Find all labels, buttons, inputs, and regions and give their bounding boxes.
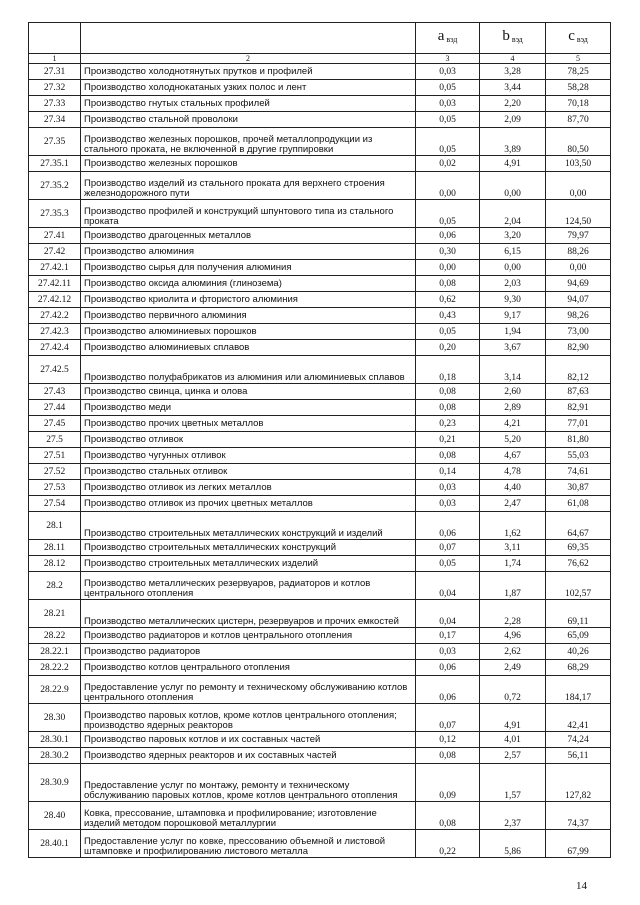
table-row: [29, 676, 611, 704]
value-c-cell: 70,18: [546, 96, 611, 112]
value-c-cell: 78,25: [546, 64, 611, 80]
value-c-cell: 87,63: [546, 384, 611, 400]
value-c-cell: 74,61: [546, 464, 611, 480]
column-number: 2: [81, 54, 416, 64]
code-cell: 27.42.5: [29, 356, 81, 384]
value-c-cell: 80,50: [546, 128, 611, 156]
name-cell: Производство радиаторов и котлов центрального отопления: [81, 628, 416, 644]
code-cell: 27.33: [29, 96, 81, 112]
value-b-cell: 2,57: [480, 748, 546, 764]
table-row: [29, 292, 611, 308]
name-cell: Предоставление услуг по ковке, прессованию объемной и листовой штамповке и профилированию листового металла: [81, 830, 416, 858]
table-row: [29, 200, 611, 228]
value-b-cell: 2,89: [480, 400, 546, 416]
table-row: [29, 432, 611, 448]
value-a-cell: 0,00: [416, 260, 480, 276]
value-b-cell: 2,62: [480, 644, 546, 660]
name-cell: Производство металлических резервуаров, радиаторов и котлов центрального отопления: [81, 572, 416, 600]
code-cell: 28.40.1: [29, 830, 81, 858]
table-row: [29, 156, 611, 172]
header-row: [29, 23, 611, 54]
value-b-cell: 4,91: [480, 156, 546, 172]
name-cell: Производство прочих цветных металлов: [81, 416, 416, 432]
value-c-cell: 56,11: [546, 748, 611, 764]
code-cell: 28.22: [29, 628, 81, 644]
value-b-cell: 3,44: [480, 80, 546, 96]
name-cell: Производство строительных металлических конструкций и изделий: [81, 512, 416, 540]
name-cell: Производство первичного алюминия: [81, 308, 416, 324]
table-row: [29, 112, 611, 128]
value-c-cell: 127,82: [546, 764, 611, 802]
name-cell: Производство отливок из прочих цветных металлов: [81, 496, 416, 512]
code-cell: 28.22.1: [29, 644, 81, 660]
code-cell: 27.34: [29, 112, 81, 128]
name-cell: Производство паровых котлов, кроме котлов центрального отопления; производство ядерных реакторов: [81, 704, 416, 732]
name-cell: Производство профилей и конструкций шпунтового типа из стального проката: [81, 200, 416, 228]
table-row: [29, 260, 611, 276]
code-cell: 27.54: [29, 496, 81, 512]
header-col-c: c $_{вэд}$: [546, 23, 611, 54]
value-c-cell: 0,00: [546, 260, 611, 276]
value-a-cell: 0,21: [416, 432, 480, 448]
data-table: [28, 22, 611, 858]
table-row: [29, 96, 611, 112]
value-a-cell: 0,06: [416, 228, 480, 244]
value-c-cell: 55,03: [546, 448, 611, 464]
value-a-cell: 0,05: [416, 556, 480, 572]
name-cell: Производство железных порошков: [81, 156, 416, 172]
value-b-cell: 9,30: [480, 292, 546, 308]
header-code-cell: [29, 23, 81, 54]
column-number-row: [29, 54, 611, 64]
name-cell: Производство стальных отливок: [81, 464, 416, 480]
header-col-b: b $_{вэд}$: [480, 23, 546, 54]
name-cell: Производство свинца, цинка и олова: [81, 384, 416, 400]
code-cell: 28.30: [29, 704, 81, 732]
table-row: [29, 600, 611, 628]
value-b-cell: 9,17: [480, 308, 546, 324]
code-cell: 28.22.9: [29, 676, 81, 704]
value-c-cell: 30,87: [546, 480, 611, 496]
table-row: [29, 764, 611, 802]
code-cell: 27.42.4: [29, 340, 81, 356]
value-a-cell: 0,62: [416, 292, 480, 308]
code-cell: 27.44: [29, 400, 81, 416]
value-a-cell: 0,20: [416, 340, 480, 356]
table-row: [29, 416, 611, 432]
name-cell: Предоставление услуг по монтажу, ремонту и техническому обслуживанию паровых котлов, кроме котлов центрального отопления: [81, 764, 416, 802]
code-cell: 27.42.11: [29, 276, 81, 292]
name-cell: Производство отливок: [81, 432, 416, 448]
value-a-cell: 0,43: [416, 308, 480, 324]
table-row: [29, 628, 611, 644]
value-b-cell: 2,28: [480, 600, 546, 628]
value-a-cell: 0,09: [416, 764, 480, 802]
table-row: [29, 540, 611, 556]
name-cell: Производство железных порошков, прочей металлопродукции из стального проката, не включенной в другие группировки: [81, 128, 416, 156]
value-c-cell: 68,29: [546, 660, 611, 676]
name-cell: Производство полуфабрикатов из алюминия или алюминиевых сплавов: [81, 356, 416, 384]
code-cell: 28.1: [29, 512, 81, 540]
code-cell: 28.30.2: [29, 748, 81, 764]
table-row: [29, 704, 611, 732]
value-b-cell: 2,60: [480, 384, 546, 400]
code-cell: 27.32: [29, 80, 81, 96]
code-cell: 27.52: [29, 464, 81, 480]
code-cell: 27.51: [29, 448, 81, 464]
value-b-cell: 1,94: [480, 324, 546, 340]
value-c-cell: 82,12: [546, 356, 611, 384]
name-cell: Производство стальной проволоки: [81, 112, 416, 128]
value-a-cell: 0,08: [416, 276, 480, 292]
table-row: [29, 660, 611, 676]
value-c-cell: 67,99: [546, 830, 611, 858]
code-cell: 27.42: [29, 244, 81, 260]
name-cell: Производство строительных металлических конструкций: [81, 540, 416, 556]
table-row: [29, 496, 611, 512]
value-a-cell: 0,05: [416, 128, 480, 156]
name-cell: Производство изделий из стального проката для верхнего строения железнодорожного пути: [81, 172, 416, 200]
value-b-cell: 2,03: [480, 276, 546, 292]
table-row: [29, 80, 611, 96]
code-cell: 27.35.3: [29, 200, 81, 228]
table-row: [29, 384, 611, 400]
value-b-cell: 0,72: [480, 676, 546, 704]
value-a-cell: 0,08: [416, 748, 480, 764]
column-number: 4: [480, 54, 546, 64]
value-b-cell: 0,00: [480, 260, 546, 276]
value-b-cell: 1,57: [480, 764, 546, 802]
value-a-cell: 0,08: [416, 400, 480, 416]
value-b-cell: 1,74: [480, 556, 546, 572]
value-a-cell: 0,06: [416, 676, 480, 704]
value-b-cell: 6,15: [480, 244, 546, 260]
name-cell: Производство ядерных реакторов и их составных частей: [81, 748, 416, 764]
name-cell: Производство драгоценных металлов: [81, 228, 416, 244]
page-number: 14: [576, 880, 587, 892]
value-a-cell: 0,05: [416, 80, 480, 96]
value-b-cell: 2,37: [480, 802, 546, 830]
value-a-cell: 0,05: [416, 324, 480, 340]
name-cell: Производство алюминиевых порошков: [81, 324, 416, 340]
value-b-cell: 2,47: [480, 496, 546, 512]
value-c-cell: 79,97: [546, 228, 611, 244]
value-a-cell: 0,03: [416, 496, 480, 512]
value-b-cell: 3,28: [480, 64, 546, 80]
value-b-cell: 5,86: [480, 830, 546, 858]
value-c-cell: 64,67: [546, 512, 611, 540]
code-cell: 28.22.2: [29, 660, 81, 676]
value-a-cell: 0,03: [416, 480, 480, 496]
code-cell: 27.43: [29, 384, 81, 400]
code-cell: 27.42.1: [29, 260, 81, 276]
name-cell: Производство алюминия: [81, 244, 416, 260]
value-a-cell: 0,17: [416, 628, 480, 644]
value-c-cell: 76,62: [546, 556, 611, 572]
table-row: [29, 64, 611, 80]
value-c-cell: 94,69: [546, 276, 611, 292]
value-b-cell: 4,91: [480, 704, 546, 732]
value-b-cell: 3,67: [480, 340, 546, 356]
value-c-cell: 87,70: [546, 112, 611, 128]
column-number: 3: [416, 54, 480, 64]
table-row: [29, 244, 611, 260]
value-c-cell: 74,24: [546, 732, 611, 748]
value-a-cell: 0,23: [416, 416, 480, 432]
value-c-cell: 74,37: [546, 802, 611, 830]
table-row: [29, 340, 611, 356]
code-cell: 28.21: [29, 600, 81, 628]
value-c-cell: 102,57: [546, 572, 611, 600]
name-cell: Производство гнутых стальных профилей: [81, 96, 416, 112]
table-row: [29, 308, 611, 324]
value-c-cell: 40,26: [546, 644, 611, 660]
name-cell: Производство меди: [81, 400, 416, 416]
code-cell: 27.35.1: [29, 156, 81, 172]
name-cell: Предоставление услуг по ремонту и техническому обслуживанию котлов центрального отопления: [81, 676, 416, 704]
value-b-cell: 3,89: [480, 128, 546, 156]
header-name-cell: [81, 23, 416, 54]
table-row: [29, 644, 611, 660]
value-b-cell: 1,62: [480, 512, 546, 540]
value-c-cell: 58,28: [546, 80, 611, 96]
name-cell: Производство радиаторов: [81, 644, 416, 660]
code-cell: 27.42.3: [29, 324, 81, 340]
value-b-cell: 1,87: [480, 572, 546, 600]
code-cell: 27.35.2: [29, 172, 81, 200]
value-c-cell: 42,41: [546, 704, 611, 732]
value-c-cell: 0,00: [546, 172, 611, 200]
value-c-cell: 61,08: [546, 496, 611, 512]
table-row: [29, 448, 611, 464]
table-row: [29, 172, 611, 200]
value-b-cell: 2,09: [480, 112, 546, 128]
value-a-cell: 0,05: [416, 200, 480, 228]
table-row: [29, 228, 611, 244]
value-a-cell: 0,08: [416, 802, 480, 830]
code-cell: 28.30.1: [29, 732, 81, 748]
value-b-cell: 4,21: [480, 416, 546, 432]
value-a-cell: 0,18: [416, 356, 480, 384]
code-cell: 27.42.2: [29, 308, 81, 324]
code-cell: 27.31: [29, 64, 81, 80]
value-a-cell: 0,06: [416, 660, 480, 676]
value-b-cell: 3,20: [480, 228, 546, 244]
value-b-cell: 4,96: [480, 628, 546, 644]
value-c-cell: 88,26: [546, 244, 611, 260]
value-b-cell: 3,14: [480, 356, 546, 384]
code-cell: 27.35: [29, 128, 81, 156]
table-row: [29, 556, 611, 572]
value-a-cell: 0,00: [416, 172, 480, 200]
value-c-cell: 69,11: [546, 600, 611, 628]
value-a-cell: 0,07: [416, 540, 480, 556]
value-c-cell: 103,50: [546, 156, 611, 172]
value-a-cell: 0,08: [416, 384, 480, 400]
value-a-cell: 0,14: [416, 464, 480, 480]
name-cell: Производство криолита и фтористого алюминия: [81, 292, 416, 308]
table-row: [29, 276, 611, 292]
table-row: [29, 748, 611, 764]
value-c-cell: 98,26: [546, 308, 611, 324]
name-cell: Производство холоднотянутых прутков и профилей: [81, 64, 416, 80]
value-a-cell: 0,12: [416, 732, 480, 748]
value-b-cell: 4,67: [480, 448, 546, 464]
table-row: [29, 128, 611, 156]
value-a-cell: 0,03: [416, 96, 480, 112]
name-cell: Производство котлов центрального отопления: [81, 660, 416, 676]
value-c-cell: 77,01: [546, 416, 611, 432]
value-b-cell: 2,04: [480, 200, 546, 228]
table-row: [29, 464, 611, 480]
name-cell: Производство отливок из легких металлов: [81, 480, 416, 496]
value-c-cell: 82,90: [546, 340, 611, 356]
table-row: [29, 480, 611, 496]
code-cell: 27.42.12: [29, 292, 81, 308]
name-cell: Ковка, прессование, штамповка и профилирование; изготовление изделий методом порошковой металлургии: [81, 802, 416, 830]
value-a-cell: 0,04: [416, 572, 480, 600]
code-cell: 27.5: [29, 432, 81, 448]
table-row: [29, 732, 611, 748]
value-c-cell: 184,17: [546, 676, 611, 704]
table-row: [29, 830, 611, 858]
value-b-cell: 5,20: [480, 432, 546, 448]
value-a-cell: 0,03: [416, 64, 480, 80]
value-b-cell: 2,49: [480, 660, 546, 676]
code-cell: 28.11: [29, 540, 81, 556]
code-cell: 27.45: [29, 416, 81, 432]
name-cell: Производство паровых котлов и их составных частей: [81, 732, 416, 748]
code-cell: 28.2: [29, 572, 81, 600]
value-a-cell: 0,04: [416, 600, 480, 628]
code-cell: 28.40: [29, 802, 81, 830]
value-c-cell: 81,80: [546, 432, 611, 448]
table-row: [29, 356, 611, 384]
name-cell: Производство алюминиевых сплавов: [81, 340, 416, 356]
name-cell: Производство металлических цистерн, резервуаров и прочих емкостей: [81, 600, 416, 628]
value-a-cell: 0,07: [416, 704, 480, 732]
value-c-cell: 82,91: [546, 400, 611, 416]
code-cell: 28.30.9: [29, 764, 81, 802]
code-cell: 28.12: [29, 556, 81, 572]
code-cell: 27.41: [29, 228, 81, 244]
code-cell: 27.53: [29, 480, 81, 496]
value-a-cell: 0,22: [416, 830, 480, 858]
value-a-cell: 0,05: [416, 112, 480, 128]
table-row: [29, 572, 611, 600]
column-number: 5: [546, 54, 611, 64]
name-cell: Производство строительных металлических изделий: [81, 556, 416, 572]
name-cell: Производство холоднокатаных узких полос и лент: [81, 80, 416, 96]
value-c-cell: 124,50: [546, 200, 611, 228]
header-col-a: a $_{вэд}$: [416, 23, 480, 54]
value-c-cell: 94,07: [546, 292, 611, 308]
value-b-cell: 4,40: [480, 480, 546, 496]
value-a-cell: 0,03: [416, 644, 480, 660]
table-row: [29, 400, 611, 416]
name-cell: Производство чугунных отливок: [81, 448, 416, 464]
value-b-cell: 0,00: [480, 172, 546, 200]
value-a-cell: 0,02: [416, 156, 480, 172]
value-b-cell: 4,78: [480, 464, 546, 480]
name-cell: Производство оксида алюминия (глинозема): [81, 276, 416, 292]
value-b-cell: 3,11: [480, 540, 546, 556]
column-number: 1: [29, 54, 81, 64]
table-row: [29, 802, 611, 830]
table-row: [29, 324, 611, 340]
name-cell: Производство сырья для получения алюминия: [81, 260, 416, 276]
value-c-cell: 65,09: [546, 628, 611, 644]
value-b-cell: 2,20: [480, 96, 546, 112]
value-a-cell: 0,06: [416, 512, 480, 540]
table-row: [29, 512, 611, 540]
value-b-cell: 4,01: [480, 732, 546, 748]
value-a-cell: 0,30: [416, 244, 480, 260]
value-c-cell: 73,00: [546, 324, 611, 340]
value-c-cell: 69,35: [546, 540, 611, 556]
value-a-cell: 0,08: [416, 448, 480, 464]
